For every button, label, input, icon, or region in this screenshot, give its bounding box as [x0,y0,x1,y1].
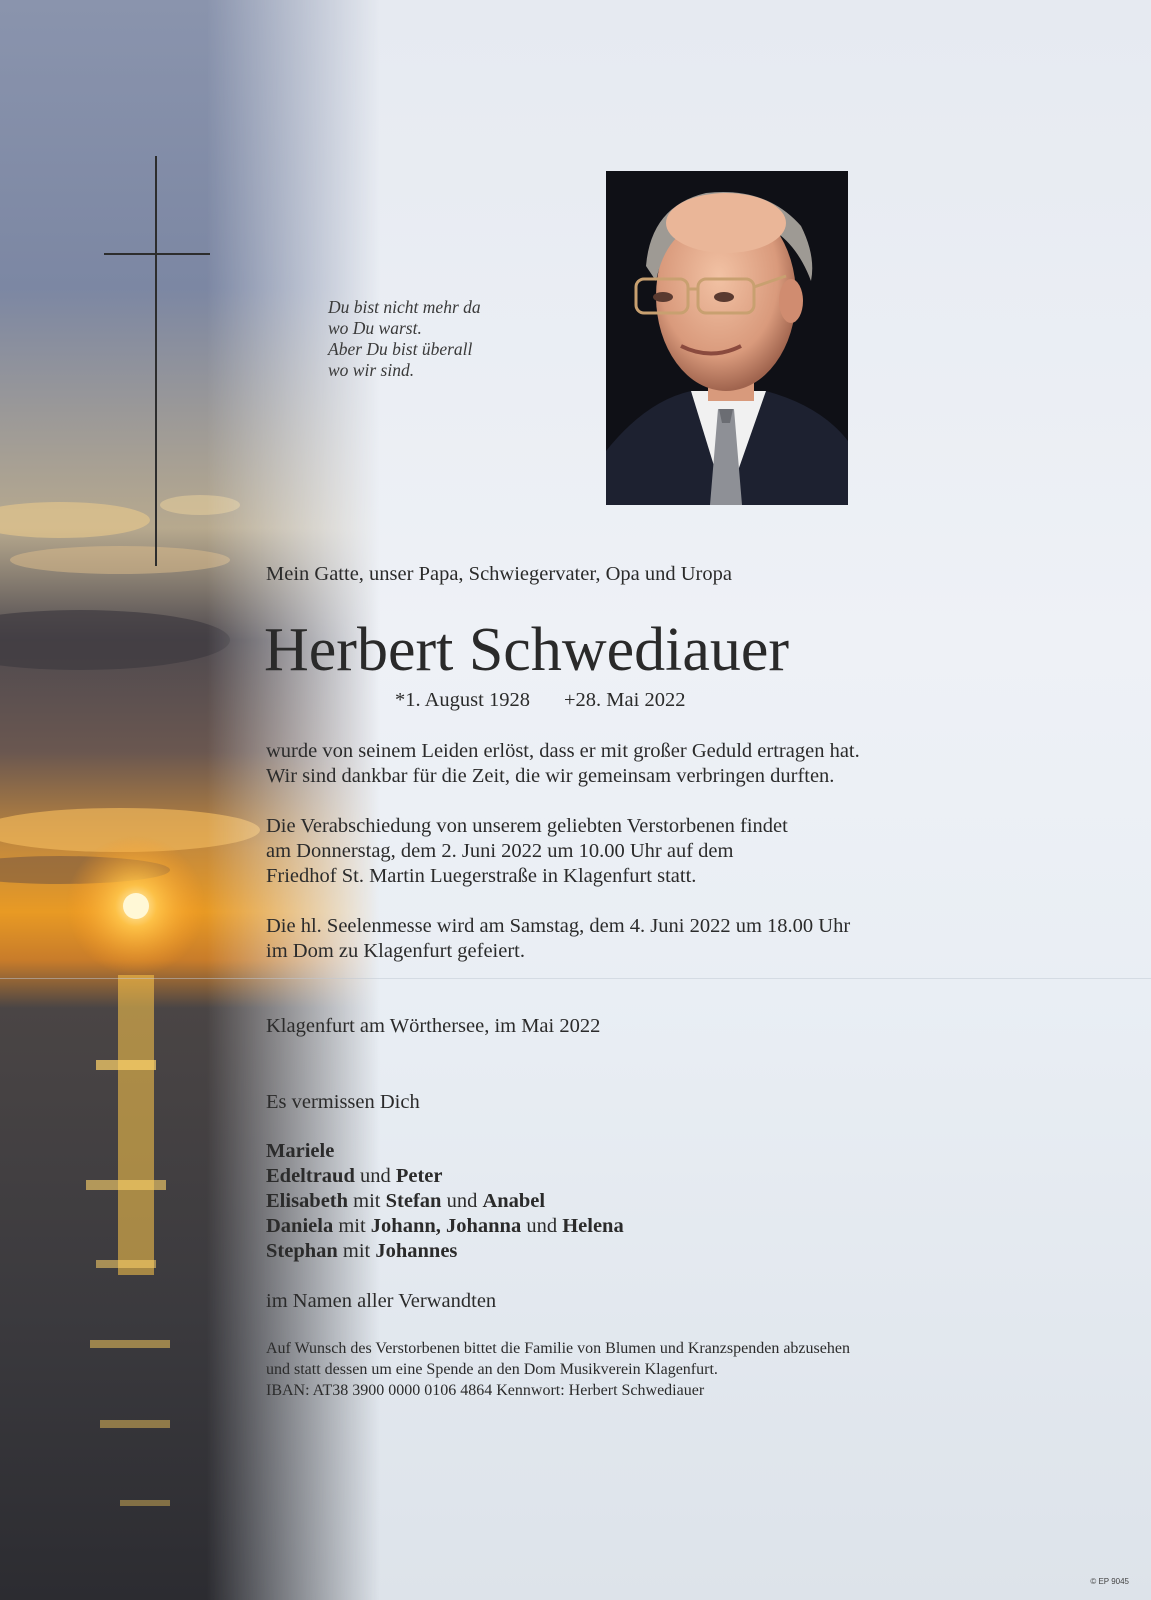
note-line: und statt dessen um eine Spende an den Dom Musikverein Klagenfurt. [266,1361,718,1378]
copyright-mark: © EP 9045 [1090,1577,1129,1586]
text-line: Friedhof St. Martin Luegerstraße in Klagenfurt statt. [266,865,697,887]
mourners-intro: Es vermissen Dich [266,1091,420,1113]
poem-line: Du bist nicht mehr da [328,297,481,317]
donation-note [266,1338,850,1401]
deceased-name: Herbert Schwediauer [264,616,790,684]
poem-line: wo wir sind. [328,360,415,380]
note-line: IBAN: AT38 3900 0000 0106 4864 Kennwort: Herbert Schwediauer [266,1382,705,1399]
text-line: Die Verabschiedung von unserem geliebten Verstorbenen findet [266,815,788,837]
text-line: im Dom zu Klagenfurt gefeiert. [266,940,526,962]
family-line: Elisabeth mit Stefan und Anabel [266,1190,546,1212]
life-dates [395,689,685,712]
birth-date: *1. August 1928 [395,689,530,711]
family-line: Mariele [266,1140,335,1162]
mass-paragraph [266,914,850,964]
behalf-line: im Namen aller Verwandten [266,1290,497,1312]
family-line: Daniela mit Johann, Johanna und Helena [266,1215,624,1237]
farewell-paragraph [266,814,788,889]
relation-line: Mein Gatte, unser Papa, Schwiegervater, Opa und Uropa [266,563,732,585]
poem-line: wo Du warst. [328,318,422,338]
text-line: Die hl. Seelenmesse wird am Samstag, dem 4. Juni 2022 um 18.00 Uhr [266,915,851,937]
place-date: Klagenfurt am Wörthersee, im Mai 2022 [266,1015,601,1037]
family-line: Stephan mit Johannes [266,1240,458,1262]
deceased-portrait [606,171,848,505]
poem-line: Aber Du bist überall [328,339,473,359]
note-line: Auf Wunsch des Verstorbenen bittet die Familie von Blumen und Kranzspenden abzusehen [266,1340,850,1357]
family-line: Edeltraud und Peter [266,1165,443,1187]
text-line: wurde von seinem Leiden erlöst, dass er mit großer Geduld ertragen hat. [266,740,860,762]
text-line: am Donnerstag, dem 2. Juni 2022 um 10.00 Uhr auf dem [266,840,734,862]
death-date: +28. Mai 2022 [563,689,686,711]
relief-paragraph [266,739,860,789]
memorial-poem [328,297,568,381]
text-line: Wir sind dankbar für die Zeit, die wir gemeinsam verbringen durften. [266,765,835,787]
cross-horizontal-bar [104,253,210,255]
family-list [266,1139,624,1264]
cross-vertical-bar [155,156,157,566]
